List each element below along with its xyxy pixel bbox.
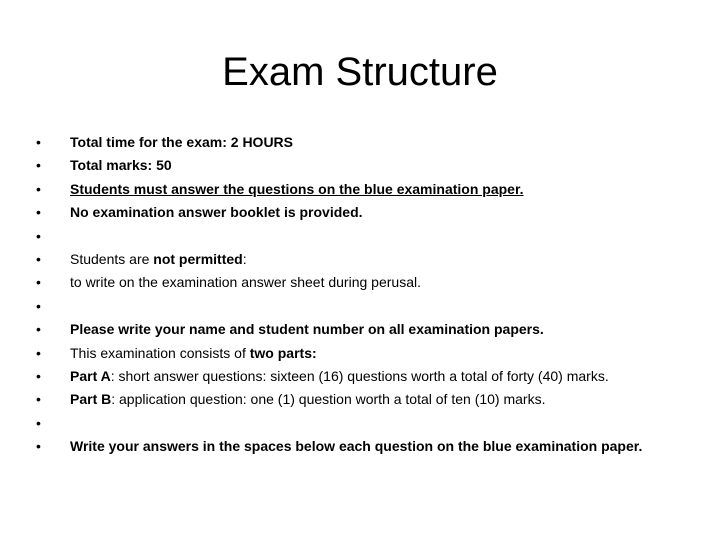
bullet-not-permitted: [36, 251, 676, 268]
bullet-part-a: [36, 368, 676, 385]
bullet-text-bold: not permitted: [153, 250, 243, 267]
bullet-text: to write on the examination answer sheet during perusal.: [70, 274, 421, 291]
bullet-dot-icon: •: [36, 134, 41, 150]
bullet-text: Write your answers in the spaces below each question on the blue examination paper.: [70, 438, 643, 455]
bullet-part-b: [36, 391, 676, 408]
bullet-text: No examination answer booklet is provided.: [70, 204, 363, 221]
bullet-text: : short answer questions: sixteen (16) questions worth a total of forty (40) marks.: [110, 367, 609, 384]
bullet-empty: [36, 228, 676, 245]
bullet-blue-paper: [36, 181, 676, 198]
bullet-total-time: [36, 134, 676, 151]
bullet-dot-icon: •: [36, 414, 41, 431]
bullet-dot-icon: •: [36, 157, 41, 174]
bullet-dot-icon: •: [36, 180, 41, 197]
bullet-dot-icon: •: [36, 297, 41, 314]
bullet-dot-icon: •: [36, 391, 41, 408]
bullet-text: : application question: one (1) question worth a total of ten (10) marks.: [111, 391, 546, 408]
bullet-text: Please write your name and student number on all examination papers.: [70, 321, 544, 338]
bullet-two-parts: [36, 345, 676, 362]
bullet-dot-icon: •: [36, 367, 41, 384]
bullet-text-bold: Part A: [70, 367, 111, 384]
bullet-total-marks: [36, 157, 676, 174]
bullet-dot-icon: •: [36, 344, 41, 361]
bullet-dot-icon: •: [36, 274, 41, 291]
bullet-text: Students must answer the questions on the blue examination paper.: [70, 180, 524, 197]
bullet-text-bold: Part B: [70, 391, 112, 408]
bullet-text: Total marks: 50: [70, 157, 172, 174]
bullet-text-bold: two parts:: [249, 344, 317, 361]
bullet-text: Students are: [70, 250, 154, 267]
bullet-text: :: [242, 250, 247, 267]
bullet-no-booklet: [36, 204, 676, 221]
bullet-write-name: [36, 321, 676, 338]
bullet-write-answers: [36, 438, 676, 455]
bullet-dot-icon: •: [36, 204, 41, 221]
bullet-empty: [36, 298, 676, 315]
bullet-dot-icon: •: [36, 250, 41, 267]
bullet-dot-icon: •: [36, 227, 41, 244]
bullet-empty: [36, 415, 676, 432]
bullet-perusal: [36, 274, 676, 291]
bullet-dot-icon: •: [36, 438, 41, 455]
bullet-text: This examination consists of: [70, 344, 250, 361]
slide-title: Exam Structure: [222, 50, 498, 94]
bullet-dot-icon: •: [36, 321, 41, 338]
bullet-text: Total time for the exam: 2 HOURS: [70, 134, 294, 150]
bullet-list: [36, 134, 676, 461]
